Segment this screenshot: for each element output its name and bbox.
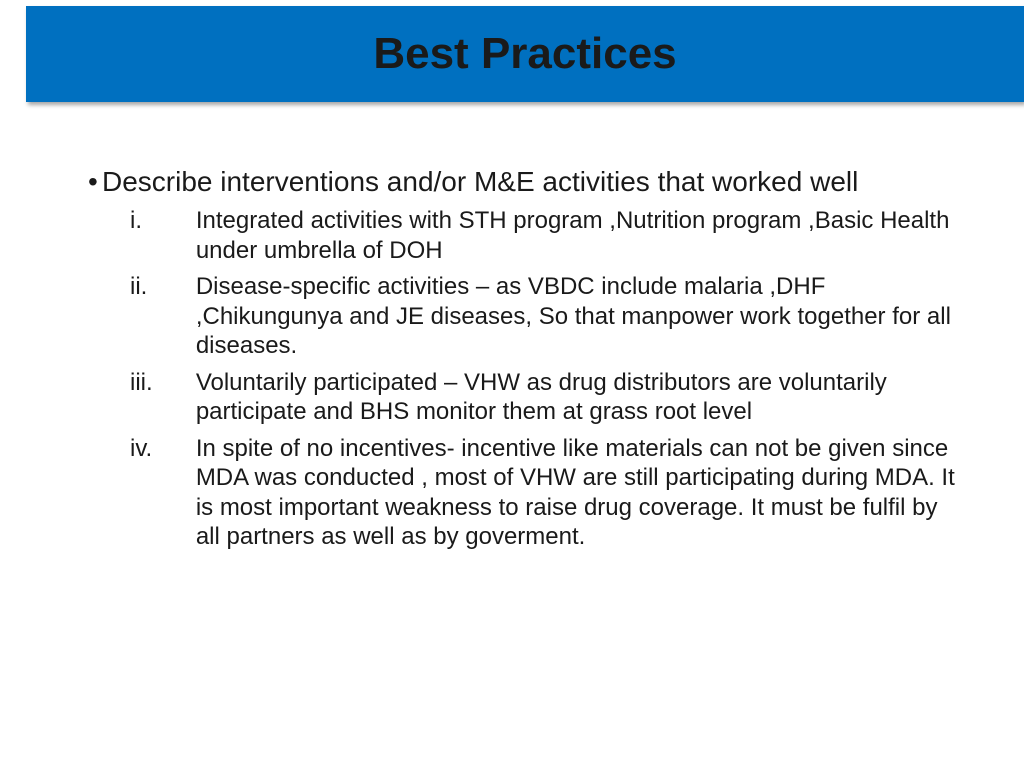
list-item-number: iv.	[130, 434, 153, 462]
list-item-text: Voluntarily participated – VHW as drug distributors are voluntarily participate and BHS monitor them at grass root level	[195, 368, 887, 425]
slide-content	[82, 166, 962, 559]
numbered-list	[130, 206, 962, 552]
main-bullet	[82, 166, 962, 559]
bullet-icon: •	[88, 166, 98, 197]
list-item	[130, 434, 962, 552]
list-item-text: Integrated activities with STH program ,Nutrition program ,Basic Health under umbrella of DOH	[195, 207, 950, 264]
list-item-text: Disease-specific activities – as VBDC include malaria ,DHF ,Chikungunya and JE diseases, So that manpower work together for all diseases.	[195, 273, 951, 359]
list-item	[130, 272, 962, 361]
list-item-text: In spite of no incentives- incentive like materials can not be given since MDA was conducted , most of VHW are still participating during MDA. It is most important weakness to raise drug coverage. It must be fulfil by all partners as well as by goverment.	[195, 434, 955, 550]
bullet-text	[102, 166, 962, 559]
list-item-number: ii.	[130, 273, 148, 300]
list-item	[130, 368, 962, 427]
bullet-heading: Describe interventions and/or M&E activities that worked well	[102, 166, 859, 197]
slide-title: Best Practices	[373, 29, 677, 78]
list-item-number: iii.	[130, 368, 153, 396]
list-item-number: i.	[130, 207, 142, 234]
title-bar	[26, 6, 1024, 102]
list-item	[130, 206, 962, 265]
